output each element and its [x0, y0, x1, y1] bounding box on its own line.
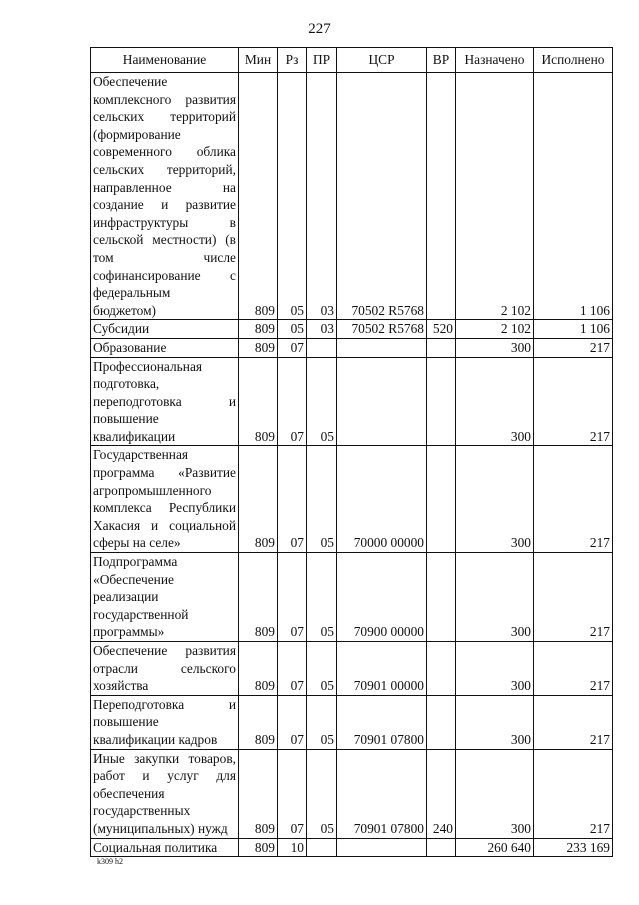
row-vr	[427, 73, 456, 320]
row-assigned: 300	[456, 695, 534, 749]
row-executed: 217	[534, 695, 613, 749]
table-row	[91, 838, 613, 857]
row-pr: 05	[307, 642, 337, 696]
row-name: Субсидии	[91, 320, 239, 339]
row-csr: 70901 00000	[337, 642, 427, 696]
row-pr	[307, 338, 337, 357]
row-name: Обеспечение комплексного развития сельских территорий (формирование современного облика сельских территорий, направленное на создание и развитие инфраструктуры в сельской местности) (в том числе софинансирование с федеральным бюджетом)	[91, 73, 239, 320]
row-executed: 217	[534, 446, 613, 553]
row-name: Профессиональная подготовка, переподготовка и повышение квалификации	[91, 357, 239, 446]
row-pr	[307, 838, 337, 857]
row-rz: 07	[278, 695, 307, 749]
row-rz: 05	[278, 73, 307, 320]
row-vr	[427, 642, 456, 696]
row-name: Иные закупки товаров, работ и услуг для обеспечения государственных (муниципальных) нужд	[91, 749, 239, 838]
row-csr: 70900 00000	[337, 553, 427, 642]
table-row	[91, 73, 613, 320]
row-assigned: 300	[456, 553, 534, 642]
row-assigned: 2 102	[456, 320, 534, 339]
row-vr	[427, 357, 456, 446]
row-vr: 520	[427, 320, 456, 339]
row-pr: 05	[307, 357, 337, 446]
row-rz: 07	[278, 553, 307, 642]
header-pr: ПР	[307, 48, 337, 73]
row-vr	[427, 338, 456, 357]
header-csr: ЦСР	[337, 48, 427, 73]
row-assigned: 300	[456, 749, 534, 838]
row-executed: 217	[534, 553, 613, 642]
row-name: Социальная политика	[91, 838, 239, 857]
row-vr	[427, 553, 456, 642]
row-min: 809	[239, 553, 278, 642]
row-min: 809	[239, 357, 278, 446]
row-rz: 07	[278, 338, 307, 357]
table-row	[91, 320, 613, 339]
page-number: 227	[308, 21, 331, 37]
row-executed: 1 106	[534, 320, 613, 339]
table-row	[91, 642, 613, 696]
row-rz: 07	[278, 446, 307, 553]
row-pr: 05	[307, 553, 337, 642]
table-row	[91, 553, 613, 642]
row-assigned: 300	[456, 338, 534, 357]
row-min: 809	[239, 320, 278, 339]
row-rz: 07	[278, 749, 307, 838]
row-min: 809	[239, 73, 278, 320]
table-body	[91, 73, 613, 857]
table-row	[91, 357, 613, 446]
row-pr: 03	[307, 320, 337, 339]
row-executed: 217	[534, 749, 613, 838]
row-rz: 07	[278, 357, 307, 446]
row-name: Государственная программа «Развитие агропромышленного комплекса Республики Хакасия и социальной сферы на селе»	[91, 446, 239, 553]
row-rz: 05	[278, 320, 307, 339]
row-assigned: 300	[456, 642, 534, 696]
row-min: 809	[239, 446, 278, 553]
row-min: 809	[239, 642, 278, 696]
header-rz: Рз	[278, 48, 307, 73]
row-rz: 10	[278, 838, 307, 857]
row-assigned: 2 102	[456, 73, 534, 320]
row-assigned: 300	[456, 357, 534, 446]
row-vr	[427, 838, 456, 857]
row-assigned: 260 640	[456, 838, 534, 857]
row-csr: 70000 00000	[337, 446, 427, 553]
table-row	[91, 695, 613, 749]
row-csr	[337, 838, 427, 857]
row-csr: 70901 07800	[337, 749, 427, 838]
row-min: 809	[239, 695, 278, 749]
row-vr	[427, 695, 456, 749]
row-pr: 05	[307, 749, 337, 838]
row-csr: 70502 R5768	[337, 73, 427, 320]
row-rz: 07	[278, 642, 307, 696]
table-row	[91, 338, 613, 357]
header-vr: ВР	[427, 48, 456, 73]
row-min: 809	[239, 338, 278, 357]
row-executed: 217	[534, 357, 613, 446]
table-row	[91, 749, 613, 838]
row-pr: 05	[307, 695, 337, 749]
table-row	[91, 446, 613, 553]
header-executed: Исполнено	[534, 48, 613, 73]
row-executed: 233 169	[534, 838, 613, 857]
row-name: Подпрограмма «Обеспечение реализации государственной программы»	[91, 553, 239, 642]
row-pr: 03	[307, 73, 337, 320]
header-name: Наименование	[91, 48, 239, 73]
row-assigned: 300	[456, 446, 534, 553]
row-vr	[427, 446, 456, 553]
row-executed: 217	[534, 338, 613, 357]
row-executed: 217	[534, 642, 613, 696]
row-csr	[337, 357, 427, 446]
row-name: Образование	[91, 338, 239, 357]
row-pr: 05	[307, 446, 337, 553]
header-assigned: Назначено	[456, 48, 534, 73]
row-csr	[337, 338, 427, 357]
row-csr: 70502 R5768	[337, 320, 427, 339]
table-header-row	[91, 48, 613, 73]
row-name: Обеспечение развития отрасли сельского хозяйства	[91, 642, 239, 696]
row-name: Переподготовка и повышение квалификации кадров	[91, 695, 239, 749]
row-vr: 240	[427, 749, 456, 838]
footer-code: k309 h2	[97, 857, 123, 866]
row-min: 809	[239, 838, 278, 857]
budget-table	[90, 47, 613, 857]
row-executed: 1 106	[534, 73, 613, 320]
row-min: 809	[239, 749, 278, 838]
row-csr: 70901 07800	[337, 695, 427, 749]
header-min: Мин	[239, 48, 278, 73]
